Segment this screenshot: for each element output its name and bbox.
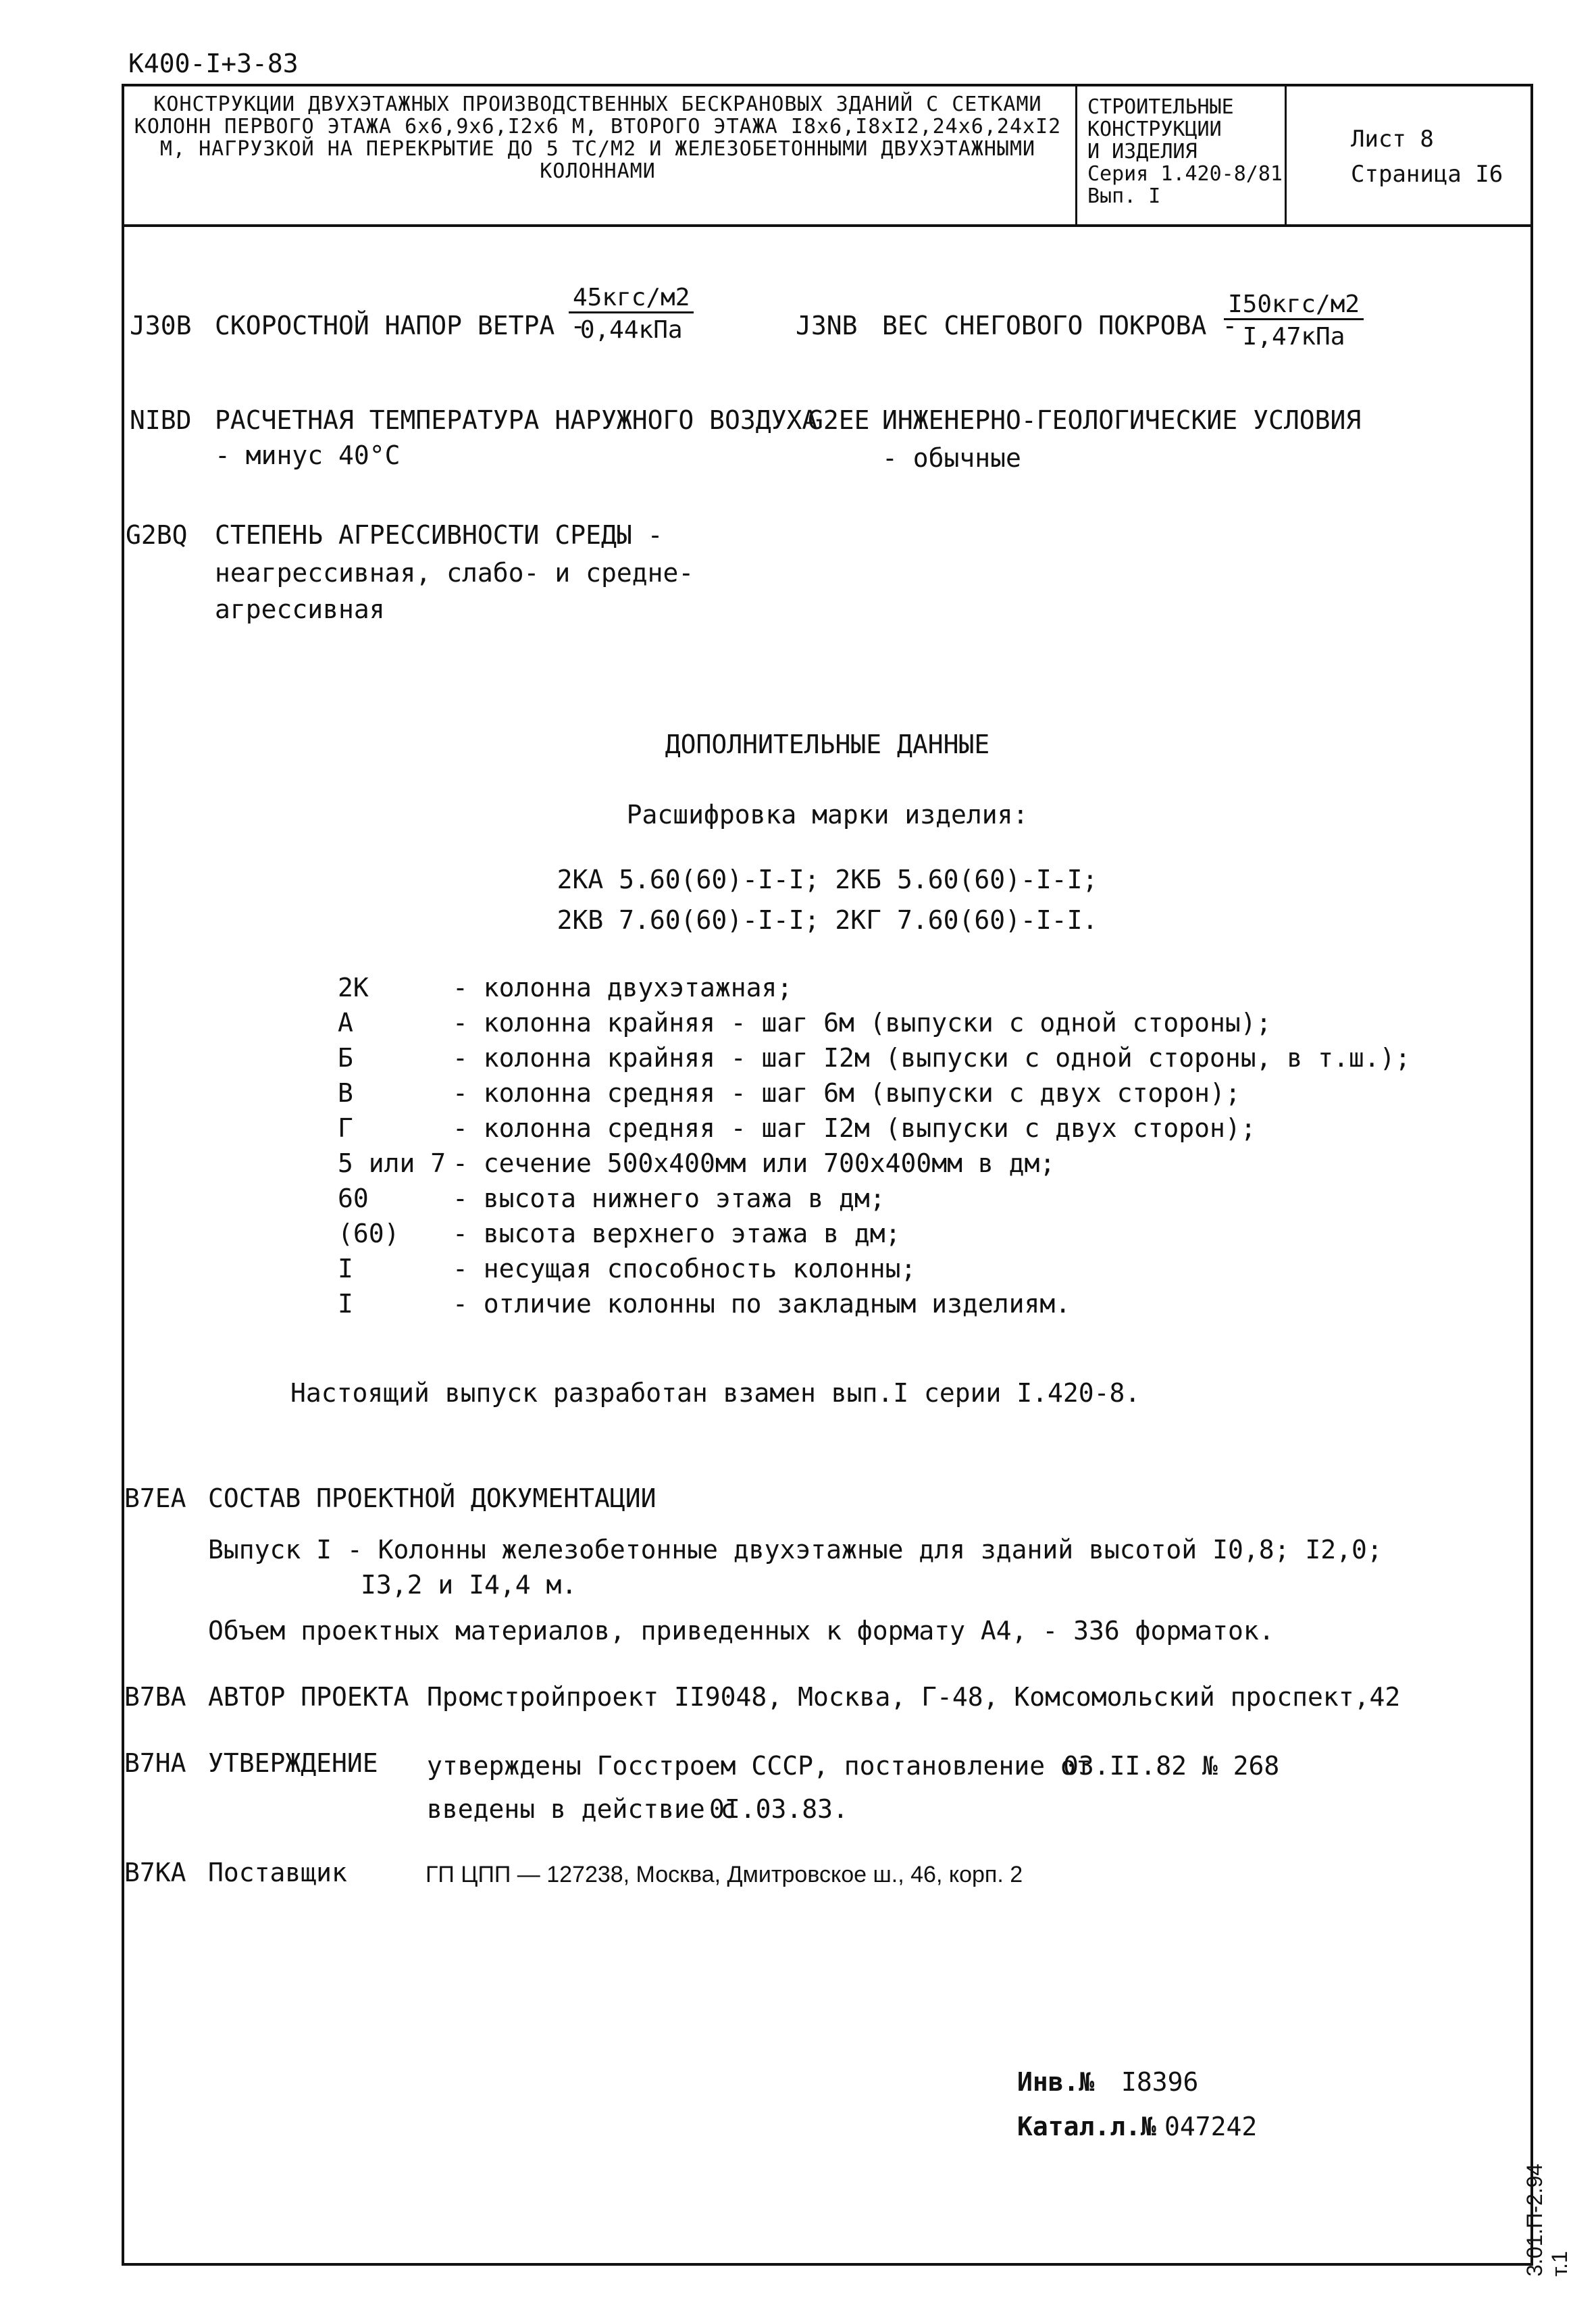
field-code: B7HA: [124, 1748, 186, 1778]
field-code: J3NB: [796, 311, 858, 340]
sheet-number: Лист 8: [1351, 126, 1434, 153]
field-code: B7KA: [124, 1858, 186, 1887]
side-code: 3.01.П-2.94 т.1: [1522, 2163, 1572, 2277]
page-number: Страница I6: [1351, 161, 1503, 188]
catalog-label: Катал.л.№: [1017, 2112, 1156, 2141]
legend-row: [338, 1254, 916, 1283]
category-line: КОНСТРУКЦИИ: [1087, 118, 1222, 141]
legend-key: 60: [338, 1184, 369, 1213]
legend-key: I: [338, 1254, 353, 1283]
field-code: G2EE: [808, 405, 870, 435]
temperature-label: РАСЧЕТНАЯ ТЕМПЕРАТУРА НАРУЖНОГО ВОЗДУХА: [215, 405, 818, 435]
composition-label: СОСТАВ ПРОЕКТНОЙ ДОКУМЕНТАЦИИ: [208, 1483, 657, 1513]
legend-desc: - колонна средняя - шаг I2м (выпуски с двух сторон);: [453, 1113, 1256, 1143]
field-code: J30B: [130, 311, 192, 340]
field-code: NIBD: [130, 405, 192, 435]
legend-key: I: [338, 1289, 353, 1319]
aggressiveness-value: агрессивная: [215, 594, 385, 624]
inventory-label: Инв.№: [1017, 2067, 1095, 2097]
legend-row: [338, 1219, 900, 1248]
legend-desc: - несущая способность колонны;: [453, 1254, 917, 1283]
composition-issue: Выпуск I - Колонны железобетонные двухэтажные для зданий высотой I0,8; I2,0;: [208, 1535, 1383, 1565]
legend-desc: - колонна крайняя - шаг I2м (выпуски с одной стороны, в т.ш.);: [453, 1043, 1411, 1073]
field-code: B7BA: [124, 1682, 186, 1712]
approval-text: утверждены Госстроем СССР, постановление от: [427, 1751, 1091, 1781]
legend-row: [338, 1289, 1071, 1319]
issue-note: Настоящий выпуск разработан взамен вып.I серии I.420-8.: [290, 1378, 1141, 1408]
category-line: СТРОИТЕЛЬНЫЕ: [1087, 95, 1234, 119]
issue-number: Вып. I: [1087, 184, 1161, 208]
marking-heading: Расшифровка марки изделия:: [626, 800, 1029, 830]
legend-desc: - колонна крайняя - шаг 6м (выпуски с одной стороны);: [453, 1008, 1272, 1038]
additional-data-heading: ДОПОЛНИТЕЛЬНЫЕ ДАННЫЕ: [665, 730, 990, 759]
legend-key: 2К: [338, 973, 369, 1002]
legend-row: [338, 1113, 1256, 1143]
wind-value: [569, 284, 694, 344]
title-block: [122, 84, 1533, 227]
legend-key: (60): [338, 1219, 400, 1248]
legend-desc: - высота верхнего этажа в дм;: [453, 1219, 901, 1248]
legend-row: [338, 1148, 1055, 1178]
wind-label: СКОРОСТНОЙ НАПОР ВЕТРА -: [215, 311, 586, 340]
approval-date: 0I.03.83.: [709, 1794, 848, 1824]
approval-text: введены в действие с: [427, 1794, 736, 1824]
approval-date: 03.II.82 № 268: [1063, 1751, 1280, 1781]
catalog-number: 047242: [1164, 2112, 1258, 2141]
legend-row: [338, 1078, 1241, 1108]
product-marks: 2КА 5.60(60)-I-I; 2КБ 5.60(60)-I-I;: [557, 865, 1098, 894]
supplier-label: Поставщик: [208, 1858, 347, 1887]
wind-value-kpa: 0,44кПа: [569, 311, 694, 344]
legend-key: А: [338, 1008, 353, 1038]
legend-row: [338, 1008, 1272, 1038]
legend-desc: - высота нижнего этажа в дм;: [453, 1184, 885, 1213]
legend-desc: - колонна двухэтажная;: [453, 973, 793, 1002]
snow-value-kgs: I50кгс/м2: [1228, 290, 1360, 318]
legend-row: [338, 1184, 885, 1213]
sheet-block: [1317, 122, 1520, 192]
legend-key: 5 или 7: [338, 1148, 446, 1178]
field-code: B7EA: [124, 1483, 186, 1513]
temperature-value: - минус 40°С: [215, 440, 401, 470]
snow-label: ВЕС СНЕГОВОГО ПОКРОВА -: [882, 311, 1238, 340]
series-number: Серия 1.420-8/81: [1087, 162, 1283, 186]
composition-issue: I3,2 и I4,4 м.: [361, 1570, 577, 1600]
author-value: Промстройпроект II9048, Москва, Г-48, Комсомольский проспект,42: [427, 1682, 1401, 1712]
aggressiveness-label: СТЕПЕНЬ АГРЕССИВНОСТИ СРЕДЫ -: [215, 520, 663, 550]
category-line: И ИЗДЕЛИЯ: [1087, 140, 1198, 163]
legend-row: [338, 1043, 1410, 1073]
title-divider: [1075, 84, 1077, 224]
legend-key: Г: [338, 1113, 353, 1143]
document-title: КОНСТРУКЦИИ ДВУХЭТАЖНЫХ ПРОИЗВОДСТВЕННЫХ БЕСКРАНОВЫХ ЗДАНИЙ С СЕТКАМИ КОЛОНН ПЕРВОГО ЭТАЖА 6х6,9х6,I2х6 М, ВТОРОГО ЭТАЖА I8х6,I8хI2,24х6,24хI2 М, НАГРУЗКОЙ НА ПЕРЕКРЫТИЕ ДО 5 ТС/М2 И ЖЕЛЕЗОБЕТОННЫМИ ДВУХЭТАЖНЫМИ КОЛОННАМИ: [134, 93, 1062, 183]
supplier-value: ГП ЦПП — 127238, Москва, Дмитровское ш., 46, корп. 2: [426, 1862, 1023, 1887]
legend-row: [338, 973, 792, 1002]
category-block: [1087, 96, 1304, 207]
snow-value-kpa: I,47кПа: [1224, 318, 1364, 351]
author-label: АВТОР ПРОЕКТА: [208, 1682, 409, 1712]
category-divider: [1285, 84, 1287, 224]
document-code: К400-I+3-83: [128, 49, 299, 78]
legend-desc: - отличие колонны по закладным изделиям.: [453, 1289, 1071, 1319]
approval-label: УТВЕРЖДЕНИЕ: [208, 1748, 378, 1778]
legend-key: Б: [338, 1043, 353, 1073]
wind-value-kgs: 45кгс/м2: [573, 284, 690, 311]
geology-value: - обычные: [882, 443, 1021, 473]
product-marks: 2КВ 7.60(60)-I-I; 2КГ 7.60(60)-I-I.: [557, 905, 1098, 935]
composition-volume: Объем проектных материалов, приведенных к формату А4, - 336 форматок.: [208, 1616, 1275, 1646]
aggressiveness-value: неагрессивная, слабо- и средне-: [215, 558, 694, 588]
legend-desc: - сечение 500х400мм или 700х400мм в дм;: [453, 1148, 1056, 1178]
legend-desc: - колонна средняя - шаг 6м (выпуски с двух сторон);: [453, 1078, 1241, 1108]
geology-label: ИНЖЕНЕРНО-ГЕОЛОГИЧЕСКИЕ УСЛОВИЯ: [882, 405, 1362, 435]
inventory-number: I8396: [1121, 2067, 1199, 2097]
legend-key: В: [338, 1078, 353, 1108]
field-code: G2BQ: [126, 520, 188, 550]
snow-value: [1224, 290, 1364, 351]
